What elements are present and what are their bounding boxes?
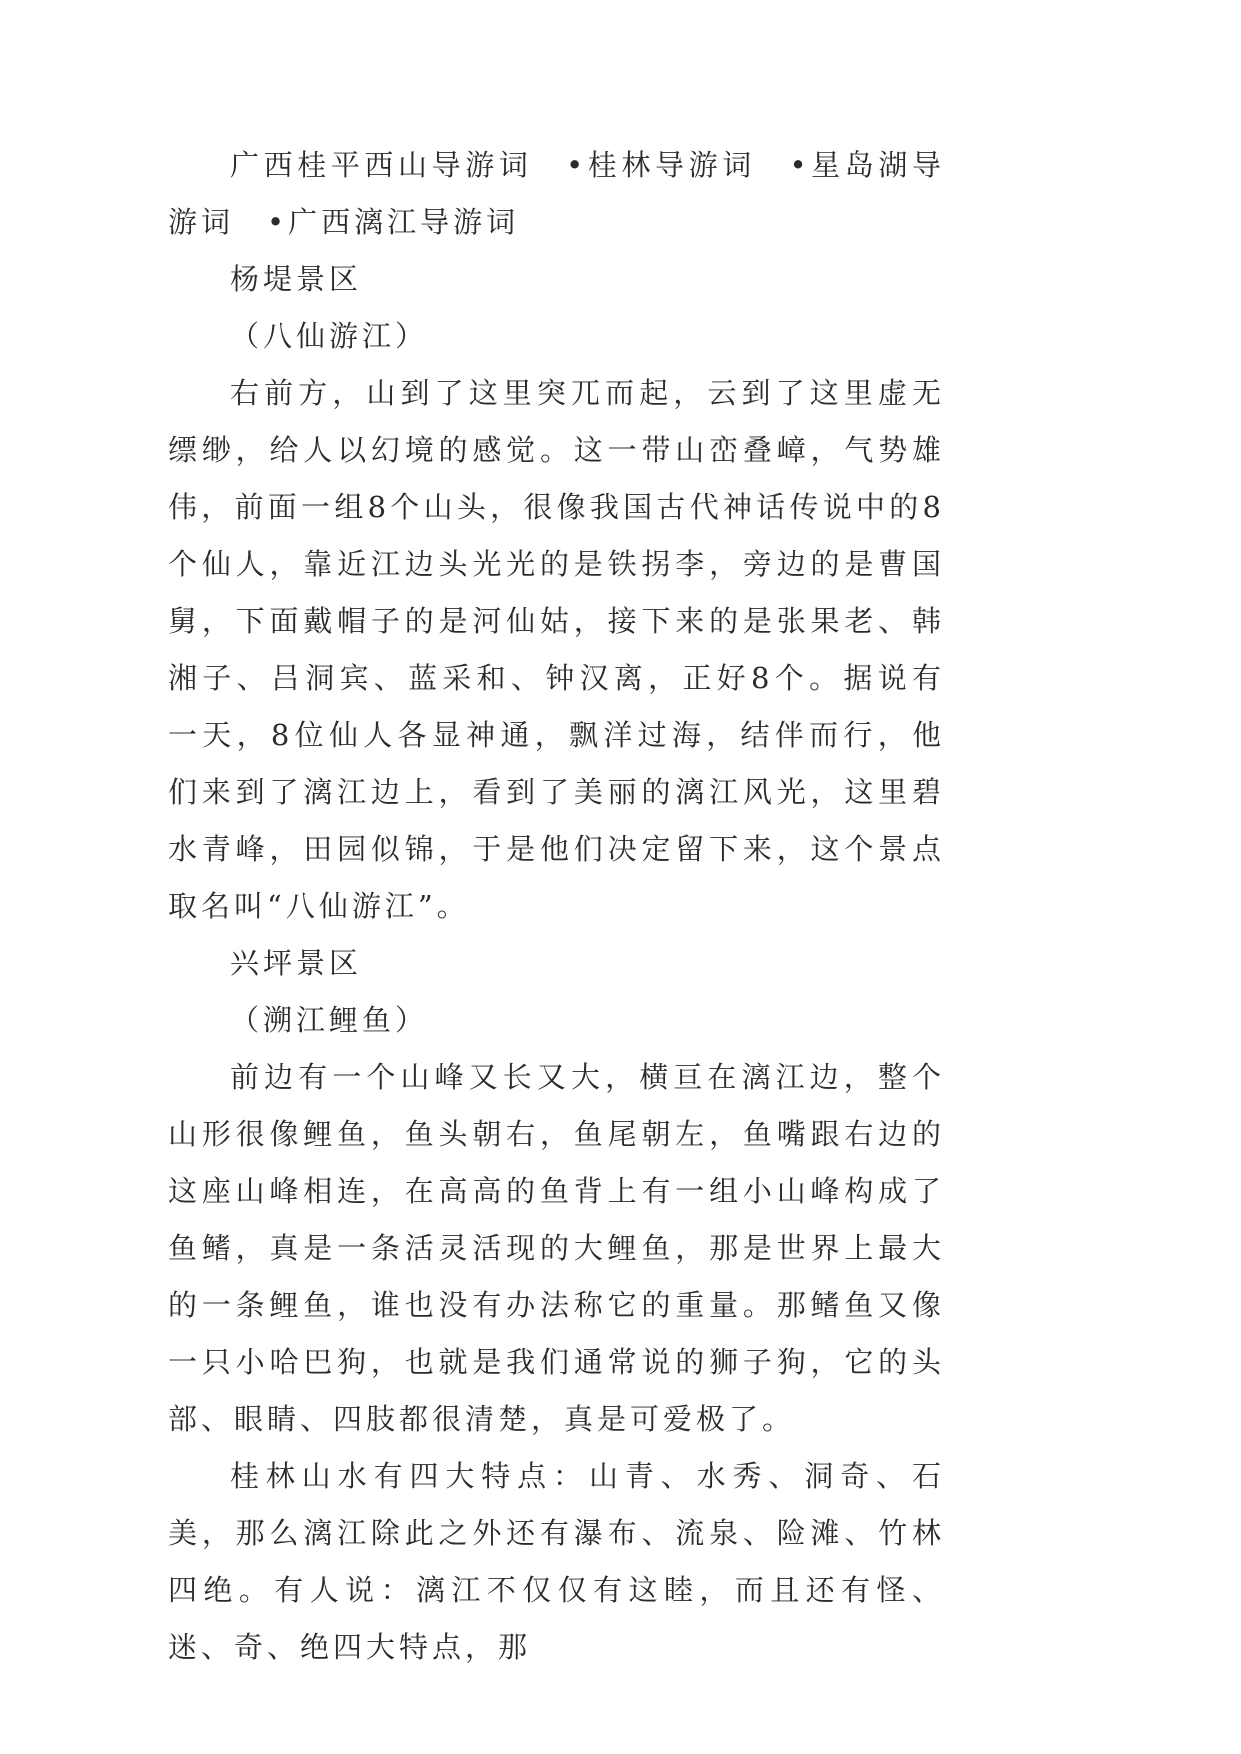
section-paragraph-liyu: 前边有一个山峰又长又大，横亘在漓江边，整个山形很像鲤鱼，鱼头朝右，鱼尾朝左，鱼嘴跟右边的这座山峰相连，在高高的鱼背上有一组小山峰构成了鱼鳍，真是一条活灵活现的大鲤鱼，那是世界上最大的一条鲤鱼，谁也没有办法称它的重量。那鳍鱼又像一只小哈巴狗，也就是我们通常说的狮子狗，它的头部、眼睛、四肢都很清楚，真是可爱极了。 <box>168 1060 945 1436</box>
section-heading-xingping: 兴坪景区 <box>230 946 363 980</box>
section-heading-yangdi: 杨堤景区 <box>230 262 363 296</box>
section-subtitle-baxian: （八仙游江） <box>230 319 429 353</box>
document-body <box>168 137 945 1676</box>
section-subtitle-liyu: （溯江鲤鱼） <box>230 1003 429 1037</box>
related-articles-line: 广西桂平西山导游词 •桂林导游词 •星岛湖导游词 •广西漓江导游词 <box>168 148 945 239</box>
section-paragraph-baxian: 右前方，山到了这里突兀而起，云到了这里虚无缥缈，给人以幻境的感觉。这一带山峦叠嶂，气势雄伟，前面一组8个山头，很像我国古代神话传说中的8个仙人，靠近江边头光光的是铁拐李，旁边的是曹国舅，下面戴帽子的是河仙姑，接下来的是张果老、韩湘子、吕洞宾、蓝采和、钟汉离，正好8个。据说有一天，8位仙人各显神通，飘洋过海，结伴而行，他们来到了漓江边上，看到了美丽的漓江风光，这里碧水青峰，田园似锦，于是他们决定留下来，这个景点取名叫“八仙游江”。 <box>168 376 945 923</box>
closing-paragraph: 桂林山水有四大特点：山青、水秀、洞奇、石美，那么漓江除此之外还有瀑布、流泉、险滩、竹林四绝。有人说：漓江不仅仅有这睦，而且还有怪、迷、奇、绝四大特点，那 <box>168 1459 945 1664</box>
